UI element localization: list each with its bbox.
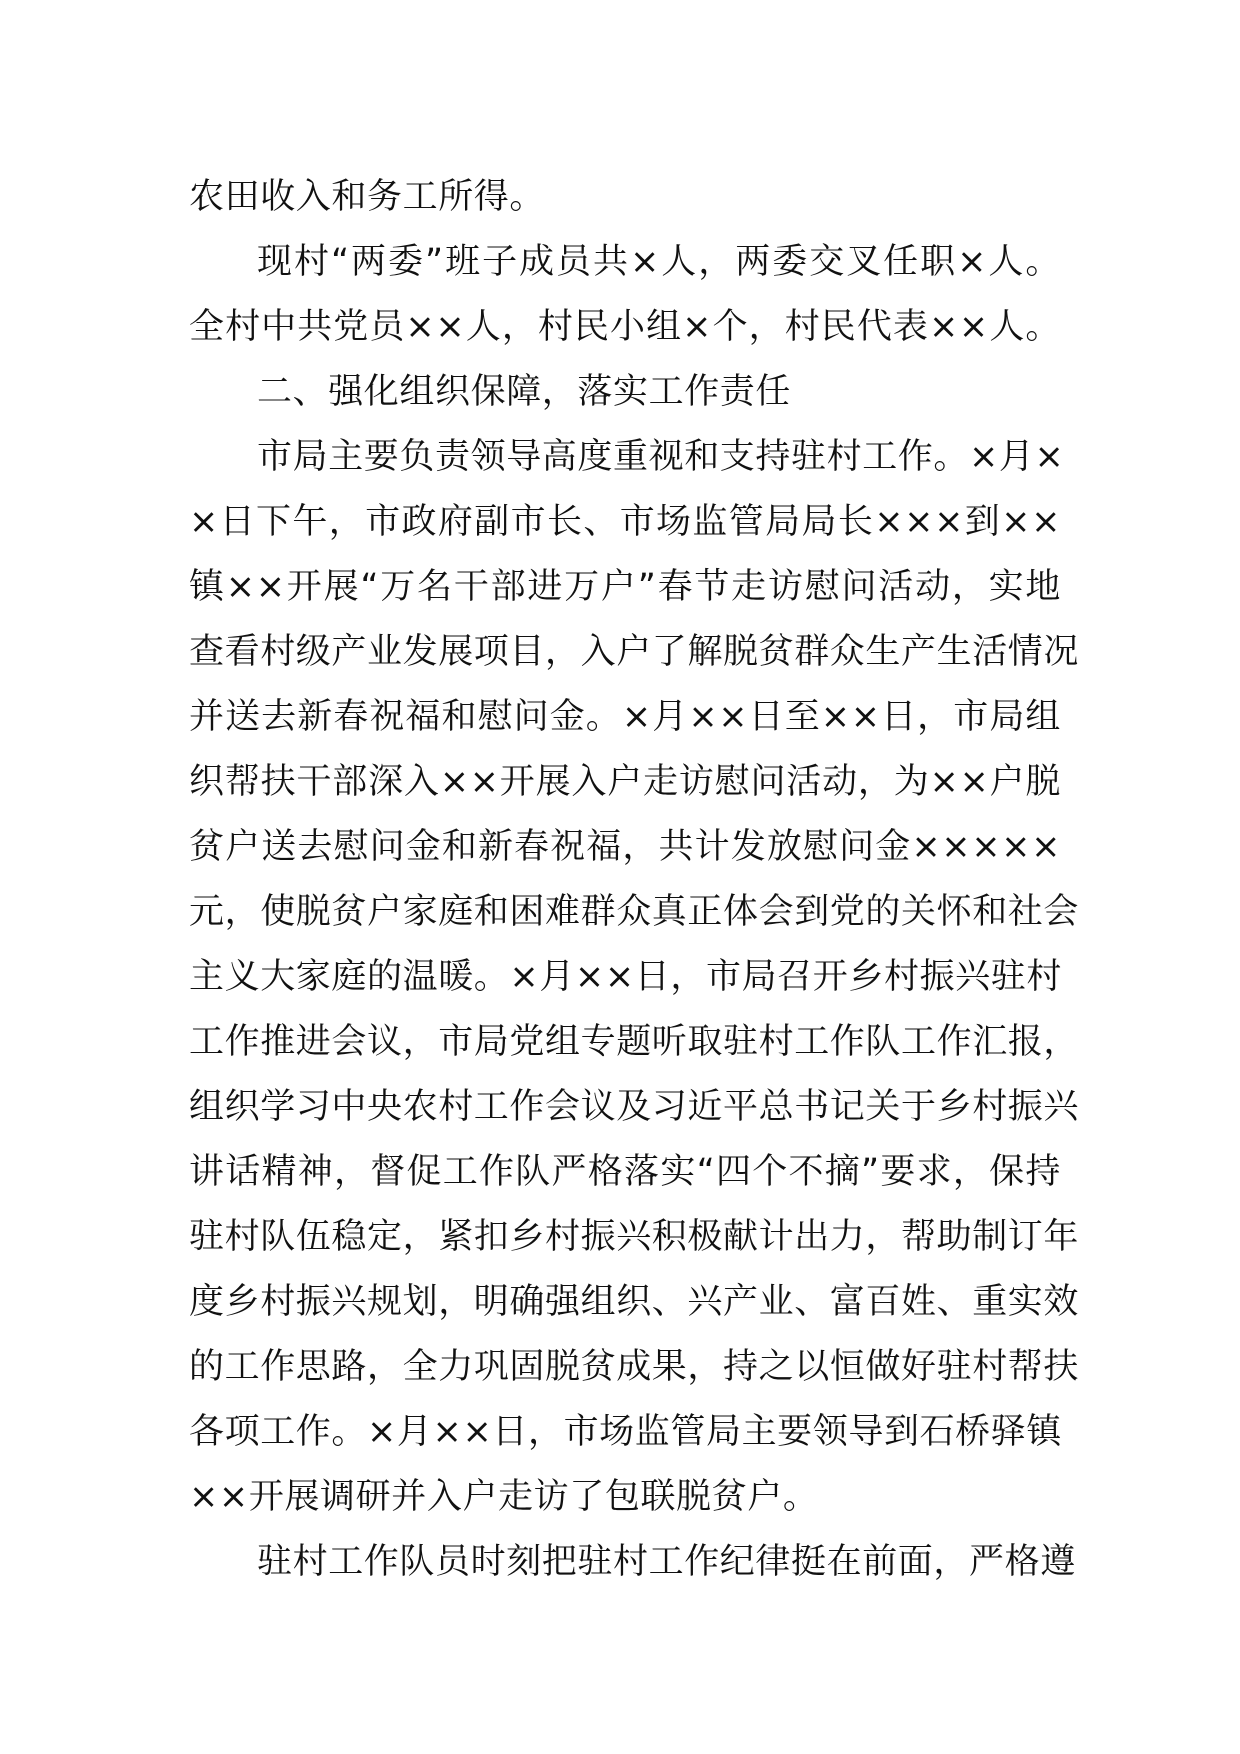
paragraph-line: 驻村工作队员时刻把驻村工作纪律挺在前面，严格遵 — [257, 1542, 1076, 1582]
paragraph-line: 各项工作。×月××日，市场监管局主要领导到石桥驿镇 — [189, 1412, 1062, 1452]
paragraph-line: 查看村级产业发展项目，入户了解脱贫群众生产生活情况 — [189, 632, 1080, 672]
paragraph-line: 驻村队伍稳定，紧扣乡村振兴积极献计出力，帮助制订年 — [189, 1217, 1080, 1257]
paragraph-line: 镇××开展“万名干部进万户”春节走访慰问活动，实地 — [189, 567, 1061, 607]
paragraph-line: 组织学习中央农村工作会议及习近平总书记关于乡村振兴 — [189, 1087, 1080, 1127]
section-heading: 二、强化组织保障，落实工作责任 — [257, 372, 792, 412]
paragraph-line: 的工作思路，全力巩固脱贫成果，持之以恒做好驻村帮扶 — [189, 1347, 1080, 1387]
paragraph-line: 贫户送去慰问金和新春祝福，共计发放慰问金××××× — [189, 827, 1061, 867]
paragraph-line: 讲话精神，督促工作队严格落实“四个不摘”要求，保持 — [189, 1152, 1061, 1192]
paragraph-line: 主义大家庭的温暖。×月××日，市局召开乡村振兴驻村 — [189, 957, 1062, 997]
paragraph-line: 全村中共党员××人，村民小组×个，村民代表××人。 — [189, 307, 1061, 347]
paragraph-line: 现村“两委”班子成员共×人，两委交叉任职×人。 — [257, 242, 1061, 282]
paragraph-line: 织帮扶干部深入××开展入户走访慰问活动，为××户脱 — [189, 762, 1061, 802]
paragraph-line: 工作推进会议，市局党组专题听取驻村工作队工作汇报， — [189, 1022, 1080, 1062]
paragraph-line: ×日下午，市政府副市长、市场监管局局长×××到×× — [189, 502, 1061, 542]
paragraph-line: 度乡村振兴规划，明确强组织、兴产业、富百姓、重实效 — [189, 1282, 1080, 1322]
paragraph-line: 并送去新春祝福和慰问金。×月××日至××日，市局组 — [189, 697, 1061, 737]
paragraph-line: 市局主要负责领导高度重视和支持驻村工作。×月× — [257, 437, 1065, 477]
body-text — [189, 165, 1080, 1595]
paragraph-line: 元，使脱贫户家庭和困难群众真正体会到党的关怀和社会 — [189, 892, 1080, 932]
paragraph-line: ××开展调研并入户走访了包联脱贫户。 — [189, 1477, 819, 1517]
paragraph-line: 农田收入和务工所得。 — [189, 177, 546, 217]
